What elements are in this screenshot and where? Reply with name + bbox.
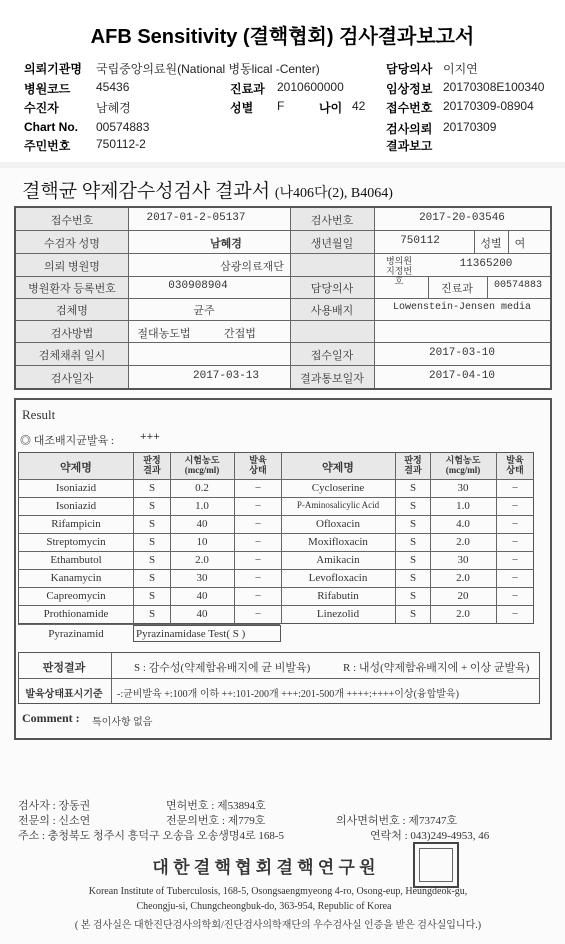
drug-right-drug: Levofloxacin [308, 572, 368, 584]
info-test-date-value: 2017-03-13 [192, 370, 260, 382]
control-growth-value: +++ [140, 432, 160, 444]
drug-left-growth: − [254, 590, 262, 602]
header-drug-left: 약제명 [60, 462, 92, 474]
drug-right-conc: 2.0 [456, 608, 470, 620]
document-title-text: 결핵균 약제감수성검사 결과서 [22, 181, 271, 202]
drug-right-growth: − [511, 482, 519, 494]
drug-left-drug: Isoniazid [55, 500, 97, 512]
drug-left-drug: Isoniazid [55, 482, 97, 494]
official-seal-icon [413, 842, 459, 888]
label-clinical-info: 임상정보 [386, 82, 433, 96]
header-result-right: 판정 결과 [404, 455, 422, 475]
comment-label: Comment : [22, 711, 80, 725]
info-patient-value: 남혜경 [210, 238, 242, 250]
drug-right-conc: 1.0 [456, 500, 470, 512]
drug-left-drug: Capreomycin [46, 590, 106, 602]
info-notify-label: 결과통보일자 [300, 373, 364, 385]
drug-left-growth: − [254, 608, 262, 620]
report-header [0, 0, 565, 162]
footer-specialist: 전문의 : 신소연 [18, 815, 91, 827]
drug-left-conc: 40 [196, 590, 208, 602]
drug-left-res: S [148, 590, 156, 602]
drug-left-conc: 1.0 [195, 500, 209, 512]
comment-text: 특이사항 없음 [92, 717, 153, 728]
value-resident-no: 750112-2 [96, 137, 146, 151]
info-hosp-no-label: 병의원 지정번호 [385, 256, 413, 286]
legend-judge-s: S : 감수성(약제함유배지에 균 비발육) [134, 662, 311, 674]
info-method1: 절대농도법 [137, 328, 191, 340]
drug-left-conc: 0.2 [195, 482, 209, 494]
info-dob-value: 750112 [400, 235, 440, 247]
info-doctor-label: 담당의사 [310, 283, 354, 295]
drug-left-drug: Streptomycin [46, 536, 106, 548]
drug-right-res: S [409, 590, 417, 602]
label-age: 나이 [319, 101, 343, 115]
drug-right-res: S [409, 608, 417, 620]
info-medium-label: 사용배지 [310, 305, 354, 317]
control-growth-label: ◎ 대조배지균발육 : [20, 435, 114, 447]
label-resident-no: 주민번호 [24, 139, 71, 153]
value-receipt-no: 20170309-08904 [443, 99, 534, 113]
drug-right-growth: − [511, 500, 519, 512]
info-reg-value: 030908904 [168, 280, 228, 292]
drug-right-drug: Moxifloxacin [308, 536, 368, 548]
drug-right-growth: − [511, 554, 519, 566]
drug-right-conc: 30 [457, 554, 469, 566]
report-title: AFB Sensitivity (결핵협회) 검사결과보고서 [90, 26, 475, 48]
drug-left-conc: 10 [196, 536, 208, 548]
value-patient: 남혜경 [96, 101, 131, 115]
info-patient-label: 수검자 성명 [44, 238, 100, 250]
legend-judge-r: R : 내성(약제함유배지에 + 이상 균발육) [343, 662, 530, 674]
drug-right-growth: − [511, 536, 519, 548]
label-sex: 성별 [230, 101, 254, 115]
drug-right-conc: 20 [457, 590, 469, 602]
info-hospital-label: 의뢰 병원명 [44, 261, 100, 273]
drug-right-drug: Amikacin [316, 554, 360, 566]
drug-left-res: S [148, 536, 156, 548]
info-exam-no-label: 검사번호 [310, 215, 354, 227]
drug-left-growth: − [254, 572, 262, 584]
label-receipt-no: 접수번호 [386, 101, 433, 115]
drug-left-drug: Rifampicin [51, 518, 101, 530]
value-physician: 이지연 [443, 62, 478, 76]
drug-right-growth: − [511, 608, 519, 620]
value-department: 2010600000 [277, 80, 344, 94]
info-hosp-no-value: 11365200 [459, 258, 513, 270]
header-result-left: 판정 결과 [143, 455, 161, 475]
header-drug-right: 약제명 [322, 462, 354, 474]
drug-right-drug: P-Aminosalicylic Acid [296, 500, 380, 510]
drug-left-res: S [148, 572, 156, 584]
info-receipt-label: 접수번호 [50, 215, 94, 227]
info-method2: 간접법 [224, 328, 256, 340]
drug-right-growth: − [511, 590, 519, 602]
footer-address: 주소 : 충청북도 청주시 흥덕구 오송읍 오송생명4로 168-5 [18, 830, 284, 842]
drug-right-drug: Rifabutin [317, 590, 359, 602]
footer-specialist-no: 전문의번호 : 제779호 [166, 815, 266, 827]
footer-organization: 대 한 결 핵 협 회 결 핵 연 구 원 [152, 858, 376, 877]
footer-phone: 연락처 : 043)249-4953, 46 [370, 830, 490, 842]
label-request-date: 검사의뢰 [386, 122, 433, 136]
drug-right-conc: 2.0 [456, 536, 470, 548]
drug-left-conc: 40 [196, 518, 208, 530]
drug-left-drug: Ethambutol [50, 554, 102, 566]
drug-right-drug: Cycloserine [311, 482, 365, 494]
label-physician: 담당의사 [386, 62, 433, 76]
drug-right-res: S [409, 482, 417, 494]
drug-left-res: S [148, 482, 156, 494]
info-dob-label: 생년월일 [310, 238, 354, 250]
header-growth-right: 발육 상태 [506, 455, 524, 475]
info-received-value: 2017-03-10 [428, 347, 496, 359]
legend-growth-label: 발육상태표시기준 [25, 689, 103, 700]
drug-left-drug: Kanamycin [50, 572, 102, 584]
footer-certification-note: ( 본 검사실은 대한진단검사의학회/진단검사의학재단의 우수검사실 인증을 받은 검사실입니다.) [74, 920, 482, 931]
drug-right-res: S [409, 500, 417, 512]
label-patient: 수진자 [24, 101, 59, 115]
drug-right-drug: Ofloxacin [316, 518, 360, 530]
drug-right-drug: Linezolid [316, 608, 360, 620]
drug-left-res: S [148, 608, 156, 620]
drug-right-res: S [409, 536, 417, 548]
drug-right-conc: 2.0 [456, 572, 470, 584]
drug-right-conc: 30 [457, 482, 469, 494]
info-reg-label: 병원환자 등록번호 [28, 283, 116, 295]
info-test-date-label: 검사일자 [50, 373, 94, 385]
drug-right-res: S [409, 572, 417, 584]
drug-right-res: S [409, 518, 417, 530]
value-institution: 국립중앙의료원(National 병동lical -Center) [96, 62, 320, 76]
info-hospital-value: 삼광의료재단 [220, 261, 284, 273]
info-notify-value: 2017-04-10 [428, 370, 496, 382]
label-chart-no: Chart No. [24, 120, 78, 134]
legend-growth-text: -:균비발육 +:100개 이하 ++:101-200개 +++:201-500개 ++++:++++이상(융합발육) [117, 689, 459, 700]
drug-right-res: S [409, 554, 417, 566]
info-specimen-value: 균주 [193, 305, 215, 317]
footer-english-address-2: Cheongju-si, Chungcheongbuk-do, 363-954, Republic of Korea [136, 901, 392, 912]
header-conc-right: 시험농도 (mcg/ml) [445, 455, 481, 475]
info-medium-value: Lowenstein-Jensen media [392, 302, 532, 313]
footer-license: 면허번호 : 제53894호 [166, 800, 266, 812]
info-method-label: 검사방법 [50, 328, 94, 340]
drug-left-growth: − [254, 536, 262, 548]
drug-left-growth: − [254, 482, 262, 494]
label-institution: 의뢰기관명 [24, 62, 82, 76]
pza-drug: Pyrazinamid [48, 628, 104, 640]
result-label: Result [22, 407, 56, 422]
drug-left-conc: 30 [196, 572, 208, 584]
footer-doctor-license: 의사면허번호 : 제73747호 [336, 815, 458, 827]
value-age: 42 [352, 99, 366, 113]
value-clinical-info: 20170308E100340 [443, 80, 545, 94]
drug-left-res: S [148, 518, 156, 530]
info-dept-value: 00574883 [493, 280, 543, 291]
document-code: (나406다(2), B4064) [274, 186, 393, 201]
value-request-date: 20170309 [443, 120, 497, 134]
legend-judge-label: 판정결과 [42, 662, 86, 674]
drug-left-res: S [148, 500, 156, 512]
label-report-date: 결과보고 [386, 139, 433, 153]
drug-left-growth: − [254, 518, 262, 530]
value-sex: F [277, 99, 285, 113]
value-chart-no: 00574883 [96, 120, 150, 134]
info-dept-label: 진료과 [441, 283, 473, 295]
info-sex-value: 여 [514, 238, 526, 250]
drug-left-growth: − [254, 500, 262, 512]
drug-left-conc: 2.0 [195, 554, 209, 566]
footer-english-address-1: Korean Institute of Tuberculosis, 168-5, Osongsaengmyeong 4-ro, Osong-eup, Heungdeok-gu, [88, 886, 468, 897]
info-collect-label: 검체채취 일시 [38, 350, 106, 362]
footer-examiner: 검사자 : 장동권 [18, 800, 91, 812]
info-specimen-label: 검체명 [56, 305, 88, 317]
header-conc-left: 시험농도 (mcg/ml) [184, 455, 220, 475]
drug-right-conc: 4.0 [456, 518, 470, 530]
drug-right-growth: − [511, 518, 519, 530]
label-department: 진료과 [230, 82, 265, 96]
pza-result: Pyrazinamidase Test( S ) [136, 628, 246, 640]
label-hospital-code: 병원코드 [24, 82, 71, 96]
drug-left-conc: 40 [196, 608, 208, 620]
drug-left-res: S [148, 554, 156, 566]
drug-right-growth: − [511, 572, 519, 584]
info-sex-label: 성별 [480, 238, 502, 250]
info-exam-no-value: 2017-20-03546 [419, 212, 505, 224]
header-growth-left: 발육 상태 [249, 455, 267, 475]
info-receipt-value: 2017-01-2-05137 [146, 212, 246, 224]
drug-left-drug: Prothionamide [43, 608, 109, 620]
value-hospital-code: 45436 [96, 80, 130, 94]
document-title [22, 176, 393, 203]
drug-left-growth: − [254, 554, 262, 566]
info-received-label: 접수일자 [310, 350, 354, 362]
